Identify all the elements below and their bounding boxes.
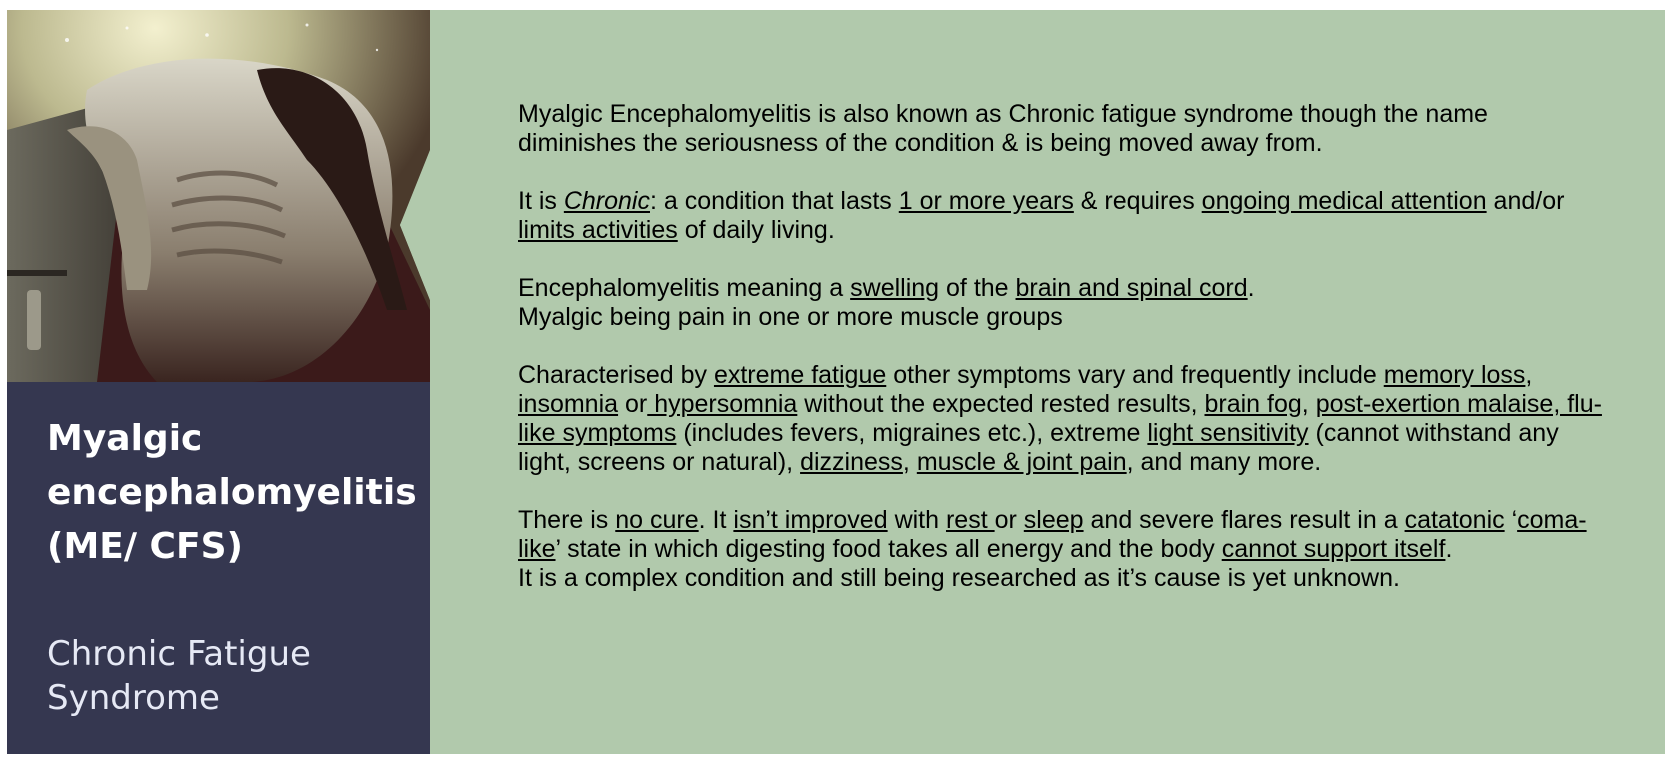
page-subtitle: [47, 632, 407, 720]
subtitle-line: Syndrome: [47, 678, 220, 718]
paragraph: [518, 274, 1608, 332]
emphasis-term: hypersomnia: [647, 390, 798, 418]
title-box: [7, 382, 430, 754]
text-segment: or: [618, 390, 648, 418]
text-segment: Encephalomyelitis meaning a: [518, 274, 851, 302]
emphasis-term: cannot support itself: [1221, 535, 1446, 563]
title-line: (ME/ CFS): [47, 526, 243, 567]
text-segment: or: [994, 506, 1024, 534]
emphasis-term: memory loss: [1383, 361, 1526, 389]
paragraph: [518, 361, 1608, 477]
emphasis-term: sleep: [1023, 506, 1084, 534]
emphasis-term: muscle & joint pain: [916, 448, 1127, 476]
title-line: encephalomyelitis: [47, 472, 417, 513]
emphasis-term: insomnia: [518, 390, 619, 418]
text-segment: other symptoms vary and frequently include: [886, 361, 1384, 389]
text-segment: without the expected rested results,: [797, 390, 1205, 418]
text-segment: ‘: [1504, 506, 1518, 534]
emphasis-term: 1 or more years: [898, 187, 1074, 215]
emphasis-term: swelling: [850, 274, 940, 302]
text-segment: Myalgic Encephalomyelitis is also known as Chronic fatigue syndrome though the name diminishes the seriousness of the condition & is being moved away from.: [518, 100, 1488, 157]
emphasis-term: extreme fatigue: [713, 361, 887, 389]
text-segment: .: [1445, 535, 1453, 563]
text-segment: (includes fevers, migraines etc.), extreme: [676, 419, 1148, 447]
emphasis-term: light sensitivity: [1147, 419, 1309, 447]
emphasis-term: Chronic: [563, 187, 650, 215]
text-segment: . It: [698, 506, 734, 534]
emphasis-term: dizziness: [800, 448, 903, 476]
slumped-figure-illustration: [7, 10, 430, 382]
text-segment: : a condition that lasts: [650, 187, 899, 215]
emphasis-term: isn’t improved: [733, 506, 888, 534]
text-segment: of daily living.: [677, 216, 835, 244]
text-segment: and/or: [1486, 187, 1565, 215]
paragraph: [518, 506, 1608, 593]
text-segment: ,: [1301, 390, 1316, 418]
text-segment: (cannot withstand any light, screens or natural),: [518, 419, 1559, 476]
text-segment: and severe flares result in a: [1083, 506, 1405, 534]
emphasis-term: brain fog: [1204, 390, 1302, 418]
text-segment: ’ state in which digesting food takes all energy and the body: [555, 535, 1222, 563]
title-line: Myalgic: [47, 418, 203, 459]
text-segment: with: [887, 506, 946, 534]
emphasis-term: ongoing medical attention: [1201, 187, 1487, 215]
left-panel: [7, 10, 430, 754]
paragraph: [518, 100, 1608, 158]
artwork: [7, 10, 430, 382]
text-segment: of the: [939, 274, 1016, 302]
text-segment: It is a complex condition and still being researched as it’s cause is yet unknown.: [518, 564, 1400, 592]
emphasis-term: no cure: [615, 506, 699, 534]
emphasis-term: rest: [945, 506, 995, 534]
emphasis-term: catatonic: [1404, 506, 1505, 534]
text-segment: It is: [518, 187, 564, 215]
text-segment: Characterised by: [518, 361, 714, 389]
page-title: [47, 412, 417, 574]
slide: [7, 10, 1665, 754]
text-segment: & requires: [1073, 187, 1202, 215]
text-segment: ,: [902, 448, 917, 476]
emphasis-term: limits activities: [518, 216, 678, 244]
text-segment: .: [1247, 274, 1255, 302]
body-text: [518, 100, 1608, 622]
text-segment: , and many more.: [1126, 448, 1322, 476]
emphasis-term: post-exertion malaise, flu-like symptoms: [518, 390, 1602, 447]
text-segment: There is: [518, 506, 616, 534]
text-segment: Myalgic being pain in one or more muscle groups: [518, 303, 1063, 331]
text-segment: ,: [1525, 361, 1533, 389]
emphasis-term: brain and spinal cord: [1015, 274, 1248, 302]
subtitle-line: Chronic Fatigue: [47, 634, 311, 674]
paragraph: [518, 187, 1608, 245]
emphasis-term: coma-like: [518, 506, 1587, 563]
